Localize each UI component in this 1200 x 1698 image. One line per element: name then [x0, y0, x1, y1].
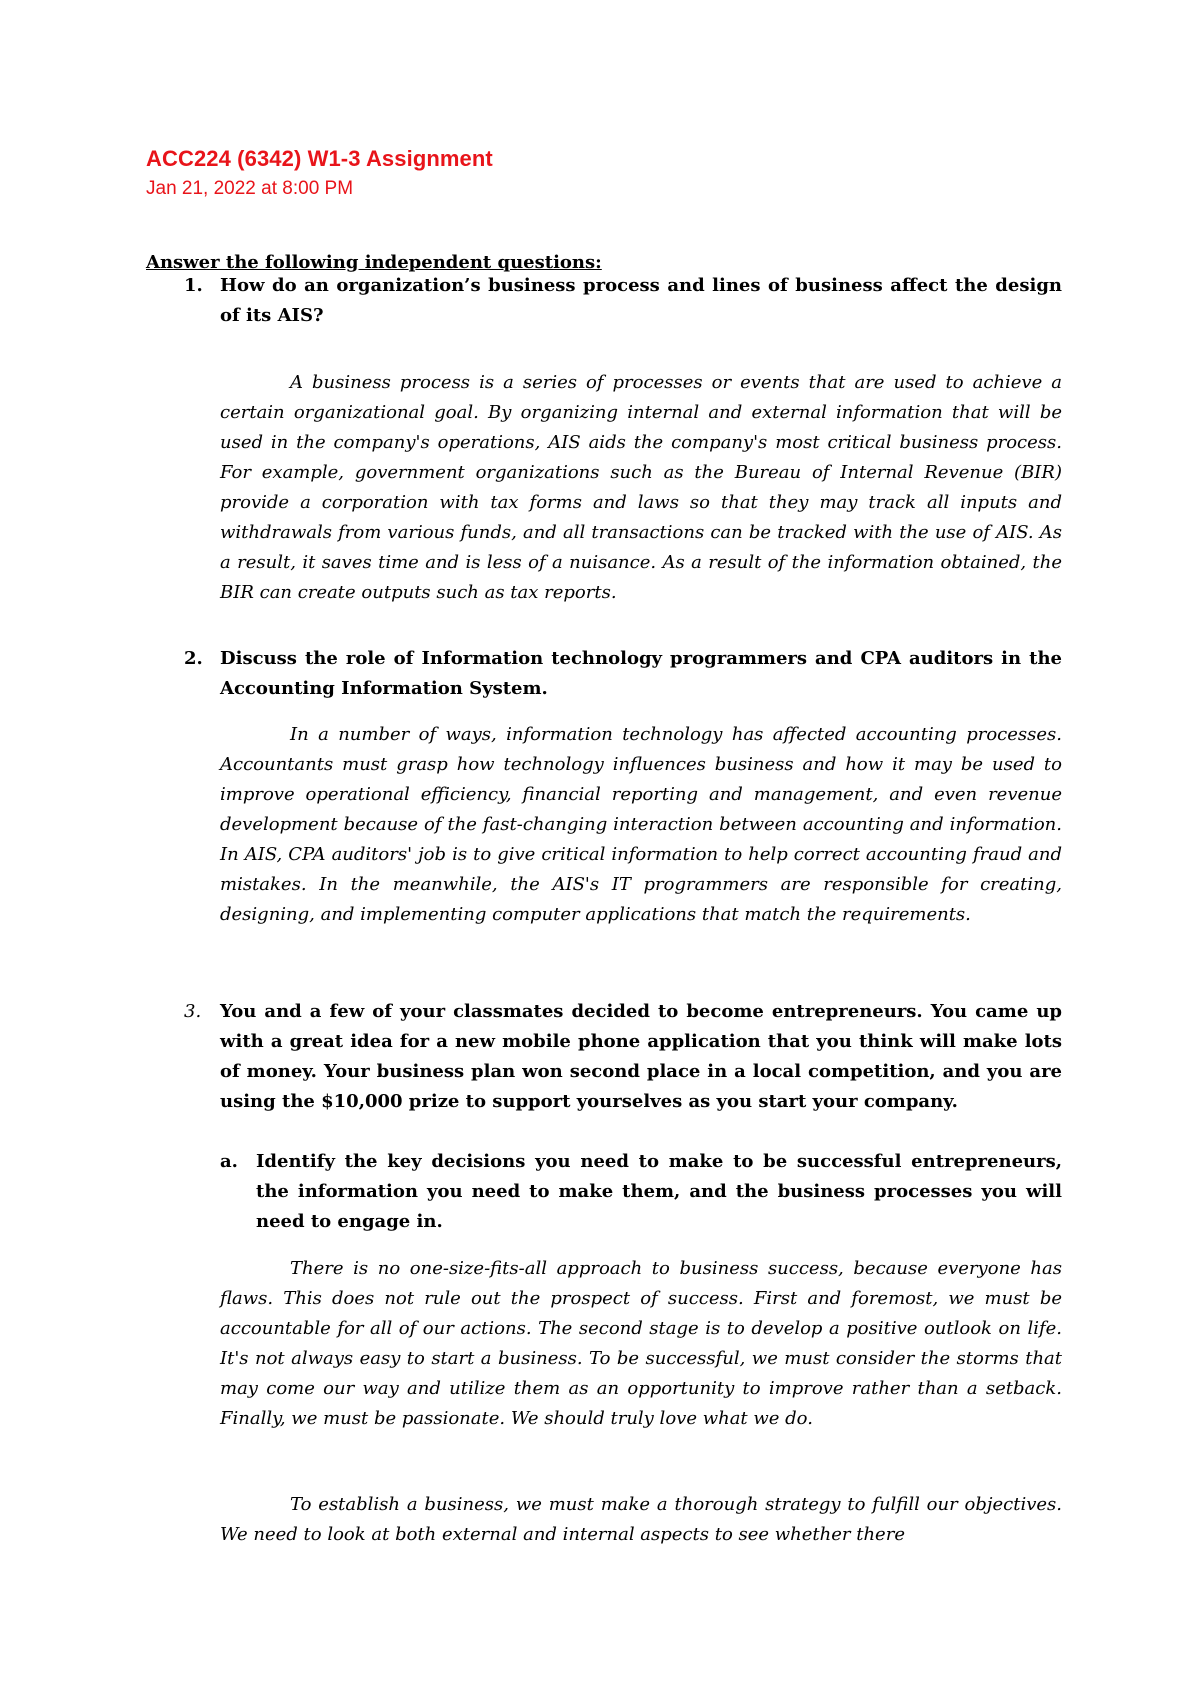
question-2-text: Discuss the role of Information technology programmers and CPA auditors in the Accounting Information System. — [220, 648, 1062, 699]
answer-2-paragraph: In a number of ways, information technology has affected accounting processes. Accountants must grasp how technology influences business and how it may be used to improve operational efficiency, financial reporting and management, and even revenue development because of the fast-changing interaction between accounting and information. In AIS, CPA auditors' job is to give critical information to help correct accounting fraud and mistakes. In the meanwhile, the AIS's IT programmers are responsible for creating, designing, and implementing computer applications that match the requirements. — [220, 724, 1062, 925]
document-date: Jan 21, 2022 at 8:00 PM — [146, 178, 354, 199]
question-3a-number: a. — [220, 1151, 238, 1172]
question-3-text: You and a few of your classmates decided to become entrepreneurs. You came up with a great idea for a new mobile phone application that you think will make lots of money. Your business plan won second place in a local competition, and you are using the $10,000 prize to support yourselves as you start your company. — [220, 1001, 1062, 1112]
answer-1-paragraph: A business process is a series of processes or events that are used to achieve a certain organizational goal. By organizing internal and external information that will be used in the company's operations, AIS aids the company's most critical business process. For example, government organizations such as the Bureau of Internal Revenue (BIR) provide a corporation with tax forms and laws so that they may track all inputs and withdrawals from various funds, and all transactions can be tracked with the use of AIS. As a result, it saves time and is less of a nuisance. As a result of the information obtained, the BIR can create outputs such as tax reports. — [220, 372, 1062, 603]
answer-3a — [220, 1254, 1062, 1434]
question-2-number: 2. — [184, 648, 203, 669]
answer-3a-paragraph-1: There is no one-size-fits-all approach to business success, because everyone has flaws. This does not rule out the prospect of success. First and foremost, we must be accountable for all of our actions. The second stage is to develop a positive outlook on life. It's not always easy to start a business. To be successful, we must consider the storms that may come our way and utilize them as an opportunity to improve rather than a setback. Finally, we must be passionate. We should truly love what we do. — [220, 1258, 1062, 1429]
question-3a-text: Identify the key decisions you need to make to be successful entrepreneurs, the information you need to make them, and the business processes you will need to engage in. — [256, 1151, 1062, 1232]
answer-1 — [220, 368, 1062, 608]
question-1-number: 1. — [184, 275, 203, 296]
answer-3a-continued — [220, 1490, 1062, 1550]
question-1-text: How do an organization’s business process and lines of business affect the design of its AIS? — [220, 275, 1062, 326]
instructions-heading: Answer the following independent questions: — [146, 252, 602, 273]
question-3-number: 3. — [184, 1001, 202, 1022]
document-title: ACC224 (6342) W1-3 Assignment — [146, 146, 493, 171]
answer-2 — [220, 720, 1062, 930]
answer-3a-paragraph-2: To establish a business, we must make a thorough strategy to fulfill our objectives. We need to look at both external and internal aspects to see whether there — [220, 1494, 1062, 1545]
